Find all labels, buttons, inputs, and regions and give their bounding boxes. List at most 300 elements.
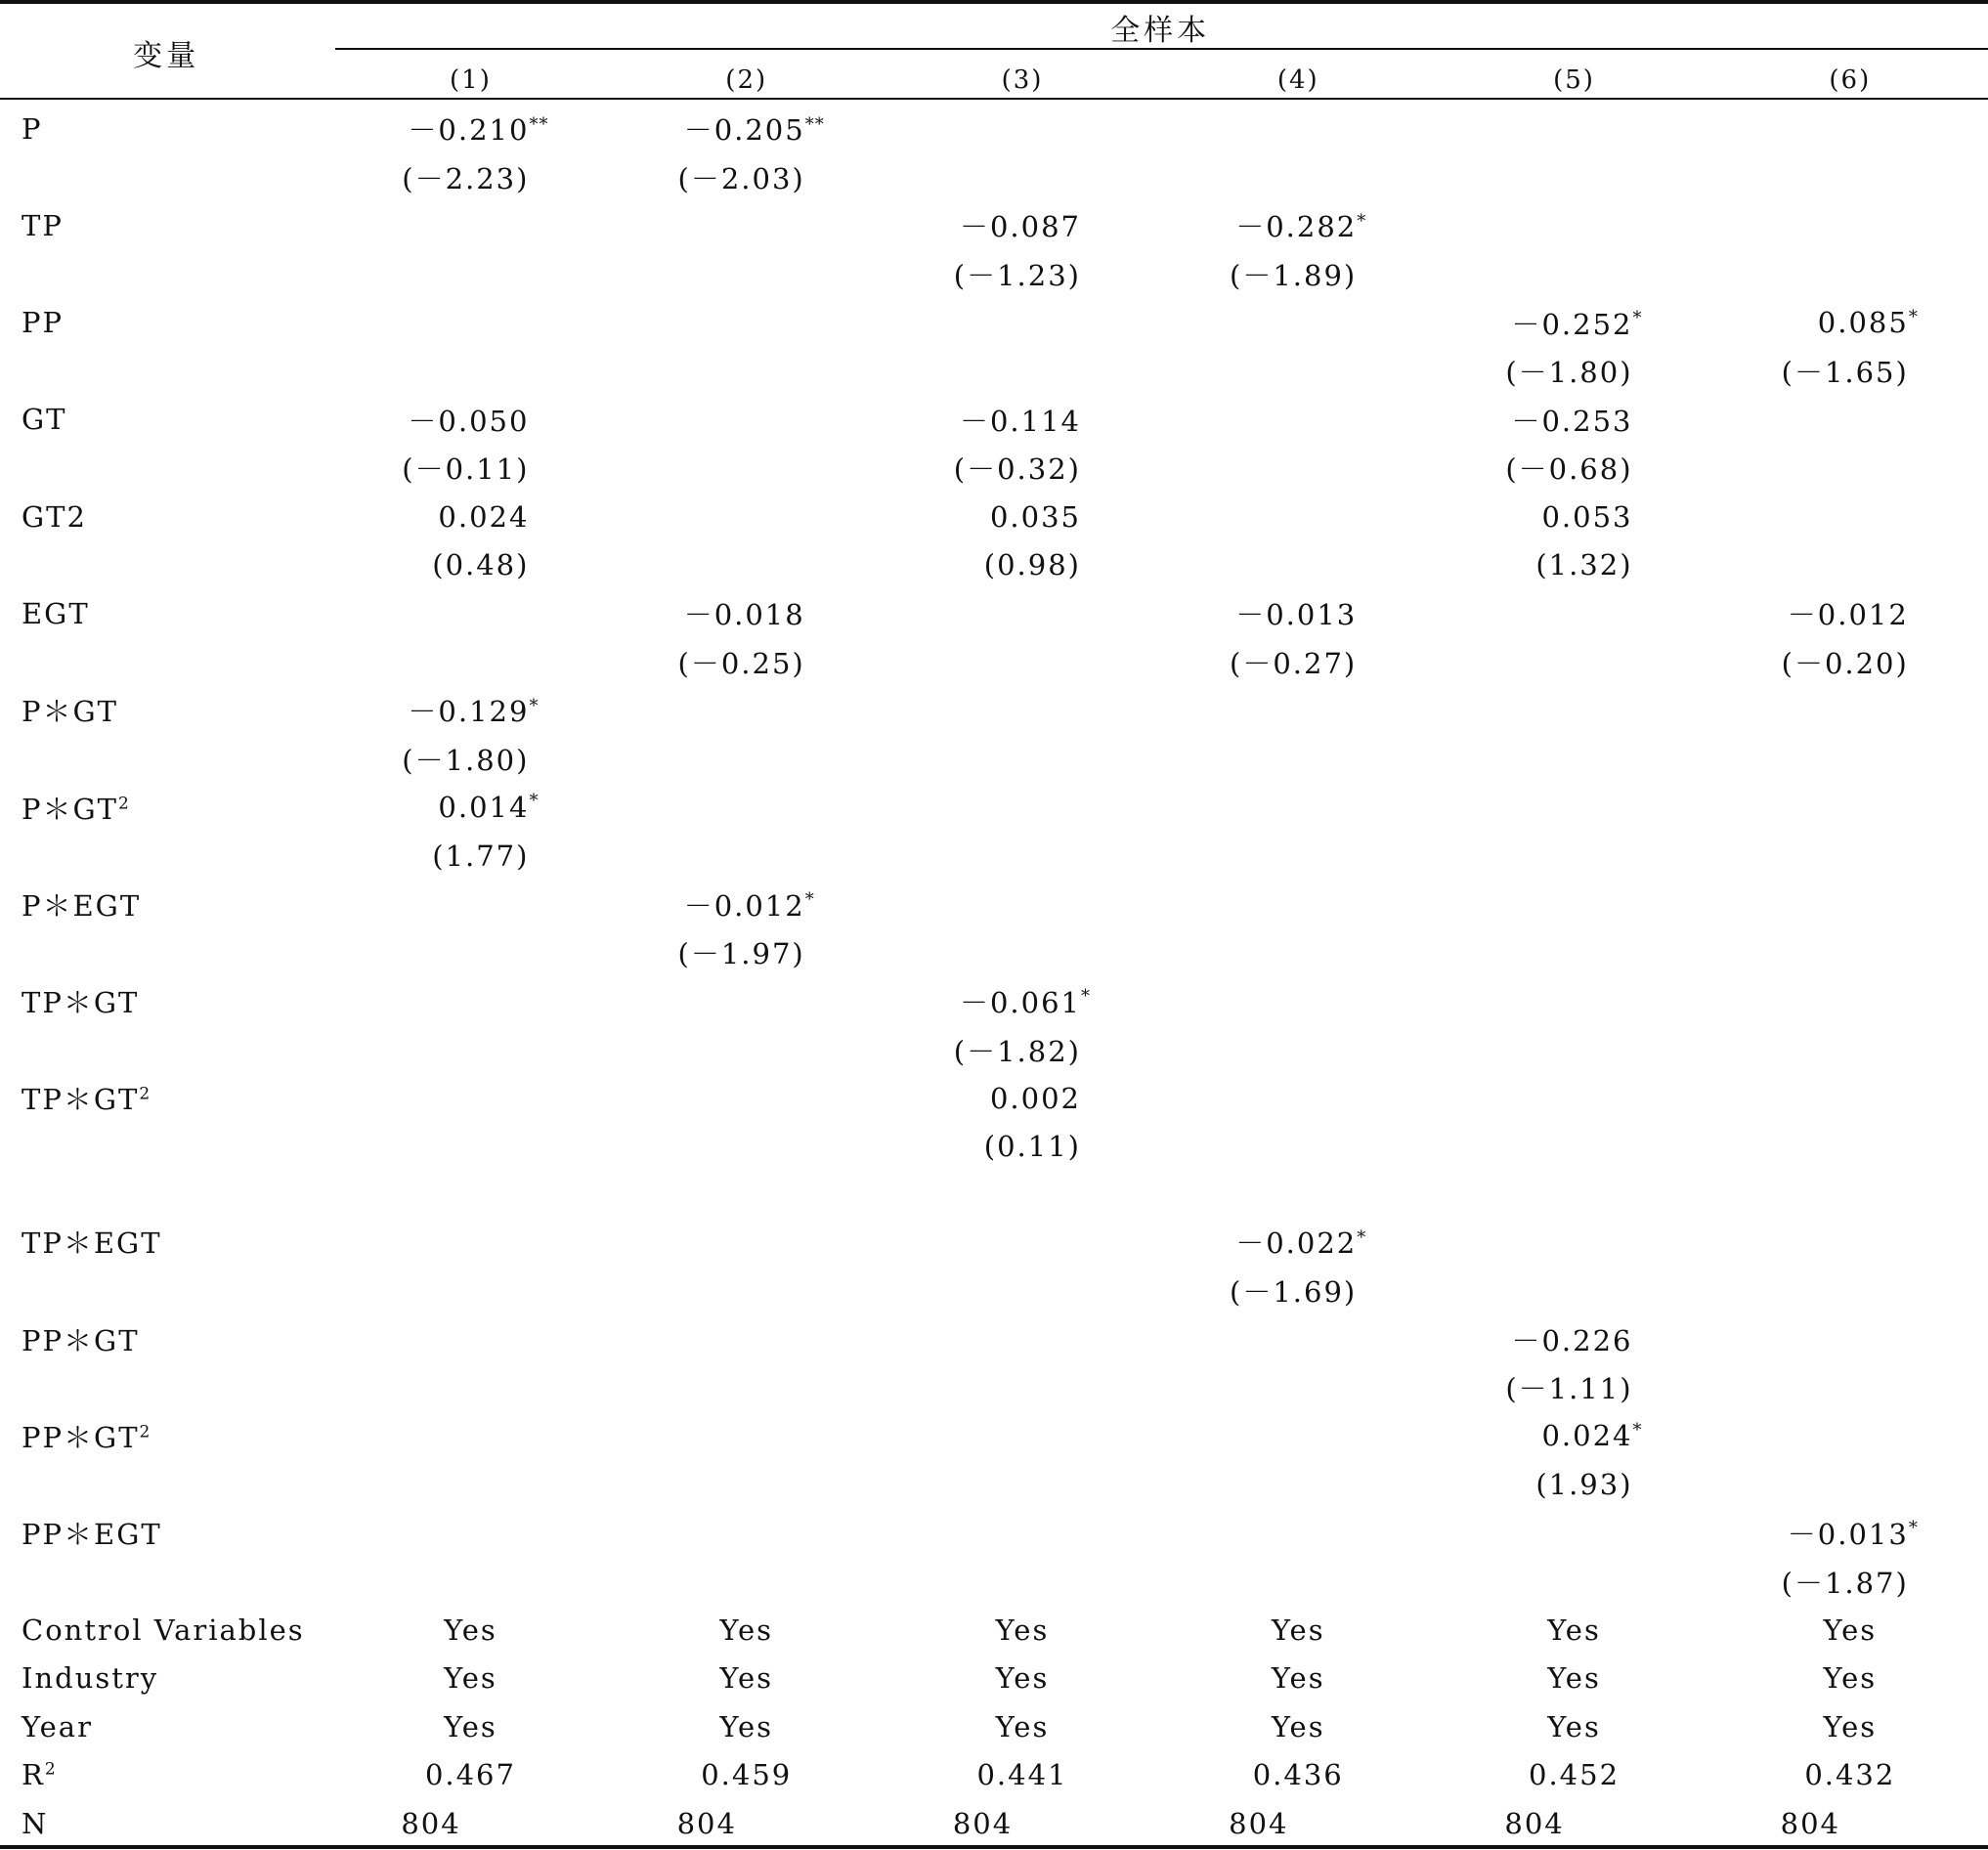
footer-cell: Yes [1823, 1709, 1878, 1743]
empty-label [0, 153, 332, 202]
significance-stars: * [1357, 210, 1367, 232]
t-stat-cell [332, 250, 608, 299]
coef-cell [609, 1218, 885, 1267]
t-stat-cell [1436, 638, 1711, 687]
footer-cell: Yes [995, 1613, 1050, 1647]
t-stat-row [0, 928, 1988, 977]
coef-cell [1436, 396, 1711, 445]
footer-row [0, 1654, 1988, 1702]
coef-cell [332, 298, 608, 347]
t-stat-cell [332, 1363, 608, 1412]
footer-cell: Yes [444, 1661, 497, 1696]
coef-cell [609, 783, 885, 832]
coef-value: －0.253 [1511, 404, 1633, 438]
empty-label [0, 444, 332, 493]
t-stat-cell [1712, 444, 1988, 493]
t-stat-cell [885, 735, 1160, 784]
coef-cell [885, 1314, 1160, 1363]
coef-cell [1436, 977, 1711, 1026]
t-stat-row [0, 250, 1988, 299]
t-stat-value: (－0.27) [1230, 646, 1358, 680]
t-stat-cell [609, 347, 885, 396]
coef-cell [332, 493, 608, 541]
t-stat-value: (－2.23) [402, 161, 530, 195]
spacer-cell [1160, 1171, 1436, 1218]
coef-cell [609, 105, 885, 153]
footer-cell: Yes [1271, 1613, 1325, 1647]
footer-row [0, 1606, 1988, 1655]
row-label [0, 1411, 332, 1460]
row-label-text: TP＊GT [22, 1083, 140, 1117]
footer-row [0, 1702, 1988, 1751]
t-stat-cell [885, 1557, 1160, 1606]
coef-row [0, 686, 1988, 735]
t-stat-value: (－2.03) [677, 161, 805, 195]
t-stat-cell [885, 1460, 1160, 1509]
t-stat-cell [1436, 153, 1711, 202]
model-header-1: (1) [450, 65, 492, 95]
footer-cell: 0.441 [976, 1758, 1068, 1792]
coef-cell [885, 105, 1160, 153]
row-label-text: EGT [22, 596, 90, 630]
coef-cell [609, 201, 885, 250]
t-stat-cell [332, 1460, 608, 1509]
t-stat-cell [1436, 1122, 1711, 1171]
coef-row [0, 396, 1988, 445]
coef-value: －0.129 [408, 695, 530, 729]
t-stat-cell [885, 347, 1160, 396]
coef-value: 0.014 [438, 791, 530, 825]
coef-cell [1436, 1314, 1711, 1363]
coef-cell [1712, 493, 1988, 541]
coef-cell [1436, 1074, 1711, 1123]
footer-cell: 804 [1229, 1806, 1289, 1840]
t-stat-value: (－1.89) [1230, 259, 1358, 293]
t-stat-value: (－0.20) [1781, 646, 1909, 680]
footer-cell: 804 [1504, 1806, 1565, 1840]
t-stat-cell [1712, 250, 1988, 299]
table-body [0, 105, 1988, 1848]
coef-cell [1160, 1218, 1436, 1267]
row-label-text: TP＊GT [22, 985, 140, 1019]
coef-cell [1712, 298, 1988, 347]
model-header-4: (4) [1276, 65, 1319, 95]
coef-cell [332, 1218, 608, 1267]
coef-cell [1436, 881, 1711, 929]
row-label [0, 493, 332, 541]
row-label-text: R [22, 1758, 45, 1792]
spacer-row [0, 1171, 1988, 1218]
coef-cell [609, 686, 885, 735]
t-stat-cell [1160, 638, 1436, 687]
coef-cell [1712, 105, 1988, 153]
coef-cell [1436, 105, 1711, 153]
t-stat-cell [885, 1025, 1160, 1074]
t-stat-cell [332, 1122, 608, 1171]
t-stat-cell [609, 638, 885, 687]
row-label [0, 977, 332, 1026]
t-stat-cell [1436, 1557, 1711, 1606]
row-label [0, 783, 332, 832]
t-stat-value: (－0.11) [402, 452, 530, 487]
significance-stars: * [1632, 1419, 1643, 1441]
t-stat-cell [609, 250, 885, 299]
footer-cell: Yes [1547, 1613, 1601, 1647]
coef-cell [332, 589, 608, 638]
t-stat-cell [1712, 153, 1988, 202]
coef-cell [609, 589, 885, 638]
coef-cell [1160, 1509, 1436, 1558]
coef-row [0, 493, 1988, 541]
footer-cell: Yes [1271, 1709, 1325, 1743]
significance-stars: ** [804, 113, 825, 135]
t-stat-row [0, 638, 1988, 687]
spacer-cell [1712, 1171, 1988, 1218]
coef-cell [885, 1074, 1160, 1123]
coef-cell [609, 881, 885, 929]
coef-cell [885, 1411, 1160, 1460]
coef-cell [1712, 1218, 1988, 1267]
coef-cell [332, 1314, 608, 1363]
coef-cell [1160, 396, 1436, 445]
coef-value: －0.252 [1511, 307, 1633, 341]
t-stat-value: (0.98) [983, 548, 1081, 582]
coef-cell [1712, 977, 1988, 1026]
coef-cell [1436, 493, 1711, 541]
empty-label [0, 928, 332, 977]
coef-cell [1712, 1411, 1988, 1460]
model-header-2: (2) [725, 65, 768, 95]
spacer-cell [609, 1171, 885, 1218]
row-label [0, 1509, 332, 1558]
t-stat-cell [332, 540, 608, 589]
coef-row [0, 298, 1988, 347]
t-stat-cell [1712, 735, 1988, 784]
significance-stars: * [1080, 986, 1091, 1008]
footer-cell: Yes [1271, 1661, 1325, 1696]
t-stat-row [0, 1025, 1988, 1074]
coef-cell [885, 493, 1160, 541]
t-stat-value: (－0.68) [1505, 452, 1633, 487]
t-stat-row [0, 1267, 1988, 1315]
coef-value: －0.013 [1787, 1517, 1909, 1551]
t-stat-cell [609, 735, 885, 784]
model-header-6: (6) [1829, 65, 1872, 95]
coef-cell [609, 1314, 885, 1363]
empty-label [0, 250, 332, 299]
coef-cell [609, 1411, 885, 1460]
coef-row [0, 1218, 1988, 1267]
row-label-text: P＊GT [22, 695, 119, 729]
t-stat-cell [885, 1122, 1160, 1171]
t-stat-cell [609, 1122, 885, 1171]
coef-cell [885, 1218, 1160, 1267]
coef-cell [1712, 1509, 1988, 1558]
coef-cell [609, 1074, 885, 1123]
significance-stars: * [1632, 308, 1643, 329]
empty-label [0, 832, 332, 881]
t-stat-cell [1160, 735, 1436, 784]
t-stat-value: (－1.69) [1230, 1274, 1358, 1309]
full-sample-header: 全样本 [1110, 14, 1211, 48]
empty-label [0, 1460, 332, 1509]
footer-cell: Yes [1547, 1661, 1601, 1696]
footer-cell: Yes [995, 1661, 1050, 1696]
t-stat-row [0, 347, 1988, 396]
t-stat-cell [609, 153, 885, 202]
coef-row [0, 1509, 1988, 1558]
coef-cell [1712, 783, 1988, 832]
coef-cell [332, 1411, 608, 1460]
coef-row [0, 589, 1988, 638]
coef-value: －0.226 [1511, 1323, 1633, 1357]
footer-cell: Yes [444, 1709, 497, 1743]
t-stat-cell [1160, 1460, 1436, 1509]
t-stat-cell [1712, 1460, 1988, 1509]
row-label [0, 1218, 332, 1267]
row-label [0, 201, 332, 250]
significance-stars: ** [529, 113, 549, 135]
row-label [0, 1314, 332, 1363]
variable-header: 变量 [133, 38, 200, 73]
coef-cell [1712, 201, 1988, 250]
coef-cell [1160, 1074, 1436, 1123]
t-stat-value: (0.48) [432, 548, 530, 582]
footer-cell: Yes [719, 1709, 774, 1743]
footer-cell: 804 [401, 1806, 461, 1840]
t-stat-cell [609, 1363, 885, 1412]
coef-cell [1712, 1074, 1988, 1123]
t-stat-cell [885, 153, 1160, 202]
t-stat-row [0, 1122, 1988, 1171]
coef-cell [1160, 589, 1436, 638]
row-label-text: Year [22, 1709, 93, 1743]
coef-cell [609, 493, 885, 541]
coef-value: －0.205 [683, 113, 805, 148]
footer-cell: Yes [1547, 1709, 1601, 1743]
coef-cell [885, 201, 1160, 250]
t-stat-cell [609, 1267, 885, 1315]
coef-value: －0.050 [408, 404, 530, 438]
t-stat-cell [1712, 540, 1988, 589]
t-stat-cell [332, 1267, 608, 1315]
t-stat-cell [1160, 1363, 1436, 1412]
t-stat-cell [1436, 832, 1711, 881]
empty-label [0, 1025, 332, 1074]
coef-cell [885, 686, 1160, 735]
coef-value: －0.061 [959, 985, 1081, 1019]
t-stat-cell [332, 444, 608, 493]
row-label-superscript: 2 [139, 1422, 152, 1442]
row-label-text: TP [22, 208, 64, 242]
coef-row [0, 1314, 1988, 1363]
t-stat-cell [1712, 1267, 1988, 1315]
footer-cell: 0.436 [1252, 1758, 1344, 1792]
t-stat-cell [1160, 153, 1436, 202]
coef-value: 0.002 [989, 1081, 1081, 1115]
t-stat-cell [1712, 1363, 1988, 1412]
row-label-text: TP＊EGT [22, 1226, 162, 1261]
coef-cell [332, 1074, 608, 1123]
coef-cell [1160, 881, 1436, 929]
coef-row [0, 201, 1988, 250]
t-stat-cell [332, 347, 608, 396]
t-stat-cell [1712, 638, 1988, 687]
coef-cell [609, 396, 885, 445]
significance-stars: * [1908, 306, 1919, 327]
t-stat-cell [1712, 1122, 1988, 1171]
footer-cell: Yes [1823, 1661, 1878, 1696]
row-label-text: Industry [22, 1661, 159, 1696]
t-stat-cell [1160, 347, 1436, 396]
t-stat-cell [332, 928, 608, 977]
footer-cell: Yes [719, 1613, 774, 1647]
footer-cell: 0.452 [1529, 1758, 1621, 1792]
row-label [0, 1751, 332, 1800]
significance-stars: * [1357, 1226, 1367, 1248]
t-stat-cell [885, 1267, 1160, 1315]
t-stat-value: (－1.80) [402, 744, 530, 778]
row-label [0, 105, 332, 153]
row-label-text: PP＊GT [22, 1420, 140, 1454]
coef-cell [609, 298, 885, 347]
t-stat-cell [1436, 1267, 1711, 1315]
row-label-superscript: 2 [139, 1084, 152, 1104]
footer-cell: 804 [1780, 1806, 1841, 1840]
coef-cell [1712, 589, 1988, 638]
t-stat-row [0, 153, 1988, 202]
t-stat-cell [885, 832, 1160, 881]
empty-label [0, 735, 332, 784]
coef-cell [1712, 881, 1988, 929]
coef-cell [885, 977, 1160, 1026]
coef-value: 0.053 [1541, 499, 1633, 534]
t-stat-cell [1436, 1460, 1711, 1509]
t-stat-value: (－1.11) [1505, 1372, 1633, 1406]
coef-cell [1160, 1411, 1436, 1460]
t-stat-value: (－1.65) [1781, 356, 1909, 390]
t-stat-cell [1160, 1122, 1436, 1171]
t-stat-cell [332, 153, 608, 202]
footer-cell: Yes [1823, 1613, 1878, 1647]
row-label [0, 1606, 332, 1655]
row-label [0, 589, 332, 638]
coef-cell [609, 977, 885, 1026]
t-stat-cell [609, 1460, 885, 1509]
footer-cell: 0.467 [424, 1758, 516, 1792]
row-label [0, 1702, 332, 1751]
coef-cell [332, 977, 608, 1026]
coef-cell [885, 1509, 1160, 1558]
coef-value: －0.012 [683, 888, 805, 923]
significance-stars: * [529, 695, 540, 716]
t-stat-cell [609, 832, 885, 881]
row-label-text: P＊EGT [22, 888, 142, 923]
coef-cell [332, 686, 608, 735]
t-stat-cell [1436, 1363, 1711, 1412]
row-label [0, 1799, 332, 1848]
coef-value: －0.012 [1787, 598, 1909, 632]
t-stat-cell [885, 540, 1160, 589]
coef-cell [1436, 298, 1711, 347]
spacer-cell [885, 1171, 1160, 1218]
coef-cell [885, 298, 1160, 347]
empty-label [0, 638, 332, 687]
coef-row [0, 977, 1988, 1026]
coef-cell [1160, 1314, 1436, 1363]
coef-cell [1436, 686, 1711, 735]
t-stat-cell [332, 1025, 608, 1074]
coef-value: 0.085 [1817, 306, 1909, 340]
row-label [0, 1074, 332, 1123]
spacer-cell [332, 1171, 608, 1218]
coef-value: 0.024 [438, 499, 530, 534]
t-stat-cell [609, 444, 885, 493]
row-label-text: N [22, 1806, 49, 1840]
row-label-text: Control Variables [22, 1613, 305, 1647]
t-stat-cell [1436, 347, 1711, 396]
coef-cell [332, 783, 608, 832]
coef-cell [1160, 977, 1436, 1026]
row-label [0, 686, 332, 735]
coef-cell [885, 589, 1160, 638]
row-label-text: GT [22, 403, 67, 437]
t-stat-row [0, 444, 1988, 493]
coef-row [0, 783, 1988, 832]
t-stat-cell [1712, 1025, 1988, 1074]
row-label [0, 1654, 332, 1702]
t-stat-row [0, 832, 1988, 881]
coef-row [0, 881, 1988, 929]
t-stat-cell [1160, 832, 1436, 881]
empty-label [0, 1363, 332, 1412]
t-stat-cell [609, 540, 885, 589]
coef-cell [332, 201, 608, 250]
row-label-text: GT2 [22, 499, 87, 534]
t-stat-cell [1160, 928, 1436, 977]
row-label-superscript: 2 [118, 793, 131, 813]
coef-cell [1160, 201, 1436, 250]
row-label-superscript: 2 [44, 1759, 58, 1780]
row-label-text: PP＊GT [22, 1323, 140, 1357]
coef-row [0, 105, 1988, 153]
t-stat-value: (－1.82) [953, 1034, 1081, 1068]
t-stat-cell [1160, 1557, 1436, 1606]
t-stat-cell [885, 928, 1160, 977]
t-stat-cell [1160, 1025, 1436, 1074]
coef-value: －0.210 [408, 113, 530, 148]
t-stat-row [0, 1363, 1988, 1412]
t-stat-cell [1712, 832, 1988, 881]
coef-cell [332, 881, 608, 929]
t-stat-value: (－0.25) [677, 646, 805, 680]
t-stat-cell [1712, 347, 1988, 396]
t-stat-cell [1160, 1267, 1436, 1315]
t-stat-cell [332, 1557, 608, 1606]
coef-value: －0.282 [1235, 210, 1358, 244]
footer-cell: Yes [719, 1661, 774, 1696]
empty-label [0, 1557, 332, 1606]
coef-cell [1160, 783, 1436, 832]
coef-cell [609, 1509, 885, 1558]
coef-cell [332, 1509, 608, 1558]
t-stat-row [0, 735, 1988, 784]
t-stat-cell [1160, 250, 1436, 299]
coef-cell [1436, 589, 1711, 638]
coef-cell [1160, 686, 1436, 735]
significance-stars: * [804, 889, 815, 911]
footer-cell: 0.459 [701, 1758, 793, 1792]
